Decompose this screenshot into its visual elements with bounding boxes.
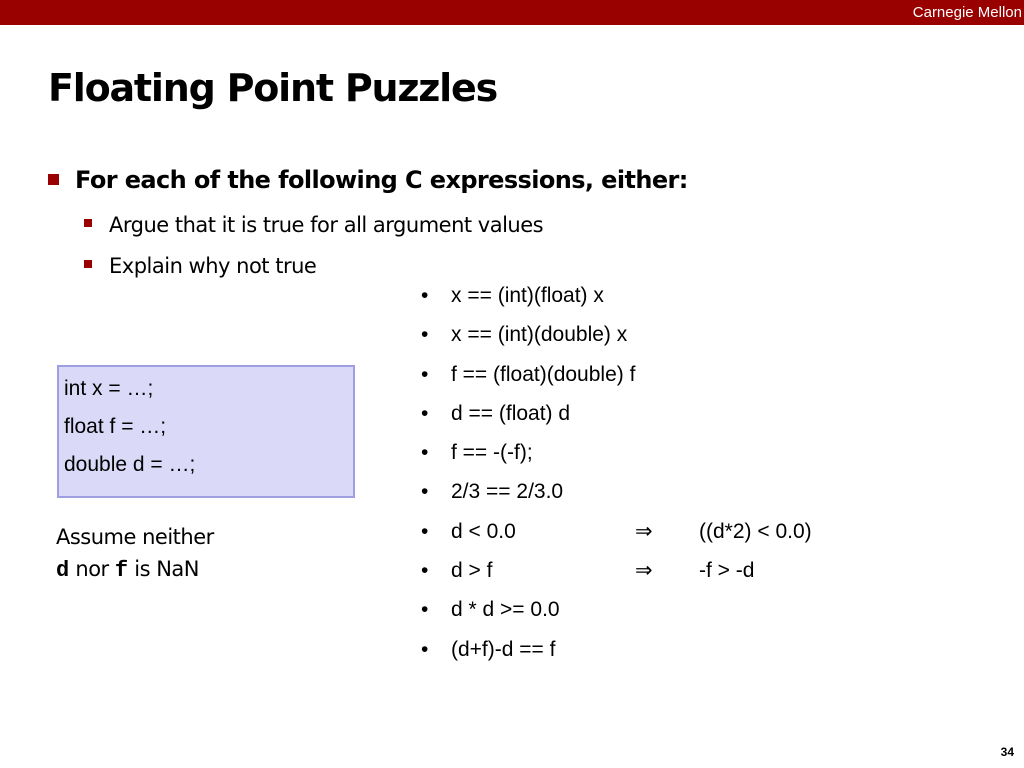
square-bullet-icon — [84, 219, 92, 227]
implies-icon: ⇒ — [635, 559, 653, 583]
declaration-line: double d = …; — [64, 453, 196, 476]
bullet-dot-icon: • — [421, 362, 429, 386]
expression-consequent: -f > -d — [699, 559, 755, 583]
implies-icon: ⇒ — [635, 519, 653, 543]
expression-text: (d+f)-d == f — [451, 637, 556, 661]
declaration-line: float f = …; — [64, 415, 167, 438]
sub-bullet — [84, 254, 316, 278]
main-bullet-text: For each of the following C expressions, either: — [75, 166, 688, 194]
expression-text: d > f — [451, 559, 493, 583]
expression-text: f == -(-f); — [451, 441, 533, 465]
note-tail: is NaN — [134, 557, 200, 581]
bullet-dot-icon: • — [421, 401, 429, 425]
square-bullet-icon — [84, 260, 92, 268]
sub-bullet-text: Argue that it is true for all argument values — [109, 213, 544, 237]
page-number: 34 — [1000, 745, 1014, 759]
note-line-1: Assume neither — [56, 525, 214, 549]
note-line-2 — [56, 553, 214, 587]
bullet-dot-icon: • — [421, 598, 429, 622]
expression-text: f == (float)(double) f — [451, 362, 636, 386]
expression-consequent: ((d*2) < 0.0) — [699, 519, 812, 543]
slide-title: Floating Point Puzzles — [48, 66, 497, 110]
sub-bullet-text: Explain why not true — [109, 254, 317, 278]
declarations-box — [57, 365, 355, 498]
expression-text: d < 0.0 — [451, 519, 516, 543]
expression-text: x == (int)(float) x — [451, 284, 604, 307]
var-f: f — [114, 558, 129, 583]
note-nor: nor — [75, 557, 109, 581]
expression-text: x == (int)(double) x — [451, 323, 628, 347]
bullet-dot-icon: • — [421, 441, 429, 465]
main-bullet — [48, 166, 688, 194]
expression-text: d == (float) d — [451, 401, 571, 425]
bullet-dot-icon: • — [421, 323, 429, 347]
bullet-dot-icon: • — [421, 559, 429, 583]
bullet-dot-icon: • — [421, 480, 429, 504]
sub-bullet — [84, 213, 543, 237]
bullet-dot-icon: • — [421, 519, 429, 543]
bullet-dot-icon: • — [421, 284, 429, 307]
brand-name: Carnegie Mellon — [912, 4, 1022, 21]
square-bullet-icon — [48, 174, 59, 185]
nan-note — [56, 521, 214, 587]
expression-text: 2/3 == 2/3.0 — [451, 480, 564, 504]
declaration-line: int x = …; — [64, 377, 154, 400]
header-bar — [0, 0, 1024, 25]
bullet-dot-icon: • — [421, 637, 429, 661]
expression-text: d * d >= 0.0 — [451, 598, 560, 622]
var-d: d — [56, 558, 70, 583]
